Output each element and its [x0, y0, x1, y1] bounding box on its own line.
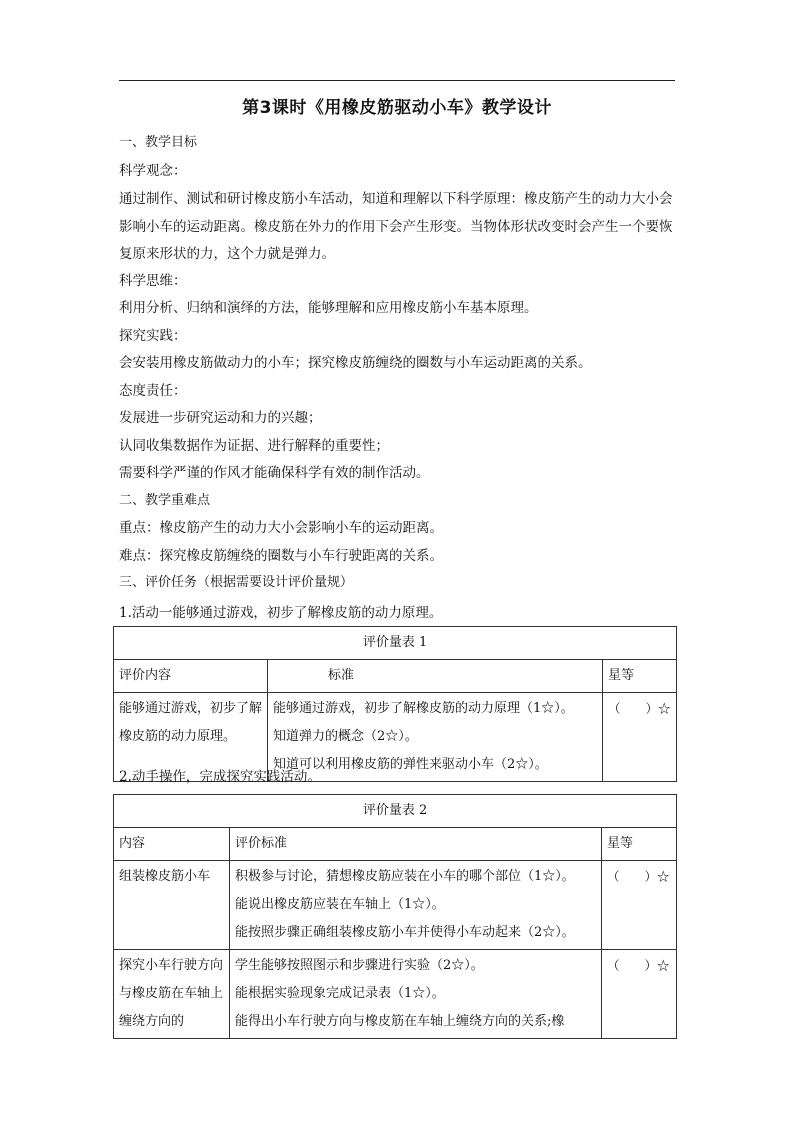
task-2-caption: 2.动手操作，完成探究实践活动。 [119, 769, 321, 785]
evaluation-table-1 [113, 626, 677, 782]
table-1-title: 评价量表 1 [114, 627, 677, 660]
table-2-star-rating: （ ）☆ [602, 861, 677, 950]
evaluation-table-2 [113, 794, 677, 1039]
criterion-item: 能根据实验现象完成记录表（1☆）。 [235, 986, 445, 1001]
table-1-header-content: 评价内容 [114, 660, 268, 693]
table-1-header-standard: 标准 [268, 660, 603, 693]
document-title: 第3课时《用橡皮筋驱动小车》教学设计 [242, 98, 552, 118]
paragraph-difficulty: 难点：探究橡皮筋缠绕的圈数与小车行驶距离的关系。 [119, 547, 443, 564]
criterion-item: 学生能够按照图示和步骤进行实验（2☆）。 [235, 958, 484, 973]
paragraph-practice: 会安装用橡皮筋做动力的小车；探究橡皮筋缠绕的圈数与小车运动距离的关系。 [119, 355, 592, 371]
table-2-criteria-cell [230, 950, 602, 1039]
table-2-header-content: 内容 [114, 828, 230, 861]
paragraph-keypoint: 重点：橡皮筋产生的动力大小会影响小车的运动距离。 [119, 520, 443, 536]
task-1-caption: 1.活动一能够通过游戏，初步了解橡皮筋的动力原理。 [119, 605, 443, 621]
table-1-content-cell: 能够通过游戏，初步了解橡皮筋的动力原理。 [114, 693, 268, 782]
paragraph-attitude-1: 发展进一步研究运动和力的兴趣； [119, 410, 322, 426]
criterion-item: 能够通过游戏，初步了解橡皮筋的动力原理（1☆）。 [273, 701, 574, 716]
table-2-header-stars: 星等 [602, 828, 677, 861]
paragraph-concept: 通过制作、测试和研讨橡皮筋小车活动，知道和理解以下科学原理：橡皮筋产生的动力大小会影响小车的运动距离。橡皮筋在外力的作用下会产生形变。当物体形状改变时会产生一个要恢复原来形状的力，这个力就是弹力。 [119, 191, 673, 262]
subheading-attitude: 态度责任： [119, 382, 187, 399]
criterion-item: 能说出橡皮筋应装在车轴上（1☆）。 [235, 897, 445, 912]
table-2-content-cell: 探究小车行驶方向与橡皮筋在车轴上缠绕方向的 [114, 950, 230, 1039]
section-heading-keypoints: 二、教学重难点 [119, 492, 211, 508]
table-1-header-stars: 星等 [603, 660, 677, 693]
table-2-header-criteria: 评价标准 [230, 828, 602, 861]
criterion-item: 知道可以利用橡皮筋的弹性来驱动小车（2☆）。 [273, 757, 548, 772]
table-2-criteria-cell [230, 861, 602, 950]
subheading-thinking: 科学思维： [119, 272, 187, 289]
table-2-title: 评价量表 2 [114, 795, 677, 828]
subheading-practice: 探究实践： [119, 327, 187, 344]
criterion-item: 积极参与讨论，猜想橡皮筋应装在小车的哪个部位（1☆）。 [235, 869, 575, 884]
table-row [114, 861, 677, 950]
paragraph-attitude-2: 认同收集数据作为证据、进行解释的重要性； [119, 437, 389, 454]
table-1-star-rating: （ ）☆ [603, 693, 677, 782]
table-2-content-cell: 组装橡皮筋小车 [114, 861, 230, 950]
body-text [119, 131, 675, 599]
section-heading-assessment: 三、评价任务（根据需要设计评价量规） [119, 575, 354, 590]
section-heading-objectives: 一、教学目标 [119, 135, 198, 150]
header-rule [119, 80, 675, 81]
criterion-item: 知道弹力的概念（2☆）。 [273, 729, 418, 744]
criterion-item: 能得出小车行驶方向与橡皮筋在车轴上缠绕方向的关系;橡 [235, 1014, 565, 1029]
criterion-item: 能按照步骤正确组装橡皮筋小车并使得小车动起来（2☆）。 [235, 925, 575, 940]
table-row [114, 950, 677, 1039]
subheading-concept: 科学观念： [119, 162, 187, 179]
table-2-star-rating: （ ）☆ [602, 950, 677, 1039]
paragraph-attitude-3: 需要科学严谨的作风才能确保科学有效的制作活动。 [119, 465, 430, 481]
paragraph-thinking: 利用分析、归纳和演绎的方法，能够理解和应用橡皮筋小车基本原理。 [119, 300, 538, 316]
